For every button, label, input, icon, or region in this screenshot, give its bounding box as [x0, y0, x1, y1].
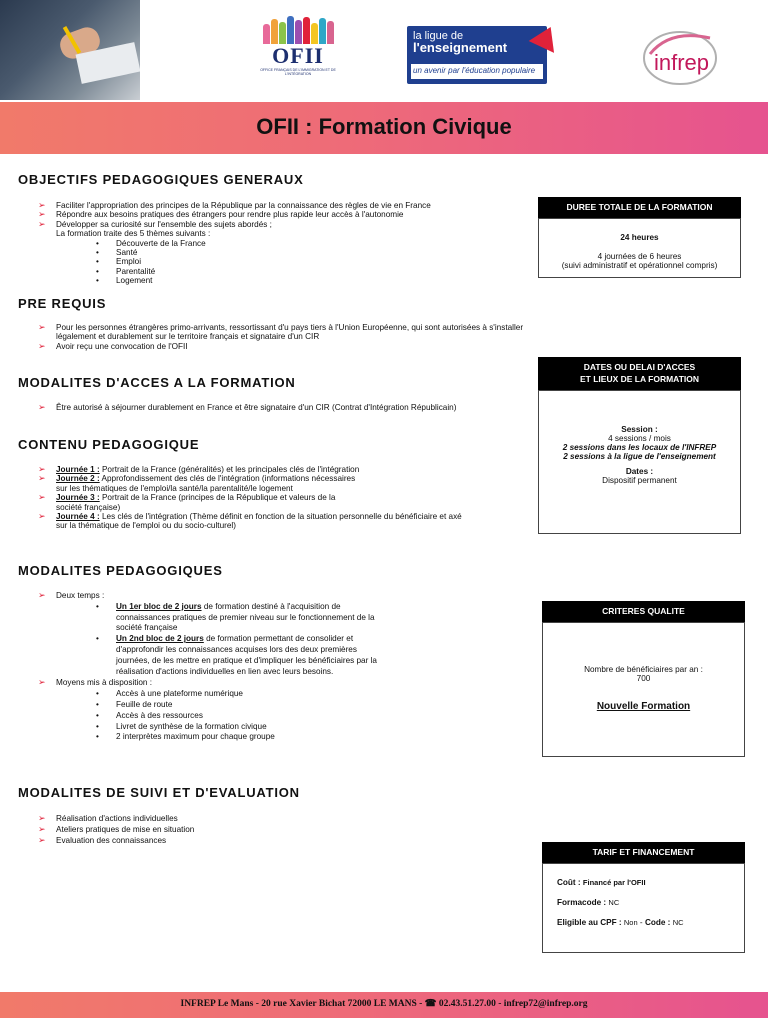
arrow-icon: ➢	[38, 511, 46, 522]
dates-header-line2: ET LIEUX DE LA FORMATION	[580, 374, 699, 384]
objectifs-list	[38, 201, 538, 286]
cpf-row: Eligible au CPF : Non - Code : NC	[557, 918, 684, 927]
suivi-heading: MODALITES DE SUIVI ET D'EVALUATION	[18, 785, 300, 800]
objectif-item: ➢ Développer sa curiosité sur l'ensemble des sujets abordés ;	[38, 218, 272, 229]
bloc-item-cont: connaissances pratiques de premier niveau sur le fonctionnement de la	[116, 612, 375, 622]
bullet-icon: •	[96, 266, 99, 276]
suivi-item: ➢ Ateliers pratiques de mise en situation	[38, 824, 195, 834]
bloc-item-cont: journées, de les mettre en pratique et d'impliquer les bénéficiaires par la	[116, 655, 377, 665]
pedago-item: ➢ Moyens mis à disposition :	[38, 677, 153, 688]
ligue-line1: la ligue de	[413, 30, 464, 42]
prerequis-item: ➢ Pour les personnes étrangères primo-arrivants, ressortissant d'u pays tiers à l'Union Européenne, qui sont autorisées à s'installer	[38, 322, 524, 332]
criteres-box	[542, 622, 745, 757]
page-title: OFII : Formation Civique	[256, 114, 512, 139]
moyen-item: • Feuille de route	[96, 699, 173, 709]
title-band	[0, 102, 768, 154]
journee-item: ➢ Journée 3 : Portrait de la France (principes de la République et valeurs de la	[38, 492, 336, 503]
dates-header	[538, 357, 741, 390]
prerequis-heading: PRE REQUIS	[18, 296, 107, 311]
contenu-heading: CONTENU PEDAGOGIQUE	[18, 437, 200, 452]
duree-header: DUREE TOTALE DE LA FORMATION	[538, 197, 741, 218]
ofii-logo-sub: OFFICE FRANÇAIS DE L'IMMIGRATION ET DE L'INTÉGRATION	[260, 68, 336, 76]
arrow-icon: ➢	[38, 402, 46, 412]
ligue-triangle-icon	[529, 21, 564, 53]
themes-intro: La formation traite des 5 thèmes suivants :	[56, 229, 211, 239]
bloc-item: • Un 2nd bloc de 2 jours de formation permettant de consolider et	[96, 634, 354, 644]
suivi-item: ➢ Réalisation d'actions individuelles	[38, 813, 178, 823]
ligue-line2: l'enseignement	[413, 40, 508, 55]
duree-line1: 4 journées de 6 heures	[597, 252, 682, 261]
journee-item-cont: sur la thématique de l'emploi ou du socio-culturel)	[56, 521, 236, 531]
session-infrep: 2 sessions dans les locaux de l'INFREP	[562, 443, 717, 452]
journee-item-cont: sur les thématiques de l'emploi/la santé/la parentalité/le logement	[56, 483, 293, 493]
theme-item: • Découverte de la France	[96, 238, 206, 248]
duree-box	[538, 218, 741, 278]
moyen-item: • Livret de synthèse de la formation civique	[96, 721, 267, 731]
objectif-item: ➢ Répondre aux besoins pratiques des étrangers pour rendre plus rapide leur accès à l'autonomie	[38, 209, 404, 220]
bullet-icon: •	[96, 238, 99, 248]
arrow-icon: ➢	[38, 340, 46, 351]
ligue-logo	[407, 26, 547, 84]
header-photo	[0, 0, 140, 100]
contenu-list	[38, 465, 538, 531]
nouvelle-formation: Nouvelle Formation	[596, 701, 691, 712]
objectif-item: ➢ Faciliter l'appropriation des principes de la République par la connaissance des règles de vie en France	[38, 200, 431, 210]
bloc-item-cont: réalisation d'actions individuelles en lien avec leurs besoins.	[116, 666, 334, 676]
journee-item: ➢ Journée 1 : Portrait de la France (généralités) et les principales clés de l'intégration	[38, 464, 360, 474]
footer-band	[0, 992, 768, 1018]
arrow-icon: ➢	[38, 218, 46, 229]
journee-item-cont: société française)	[56, 502, 121, 512]
acces-heading: MODALITES D'ACCES A LA FORMATION	[18, 375, 296, 390]
journee-item: ➢ Journée 4 : Les clés de l'intégration (Thème définit en fonction de la situation personnelle du bénéficiaire et axé	[38, 511, 462, 522]
dates-box	[538, 390, 741, 534]
arrow-icon: ➢	[38, 473, 46, 484]
bullet-icon: •	[96, 257, 99, 267]
objectifs-heading: OBJECTIFS PEDAGOGIQUES GENERAUX	[18, 172, 304, 187]
bloc-item-cont: d'approfondir les connaissances acquises lors des deux premières	[116, 644, 357, 654]
ligue-tagline: un avenir par l'éducation populaire	[413, 66, 536, 75]
theme-item: • Emploi	[96, 257, 142, 267]
criteres-header: CRITERES QUALITE	[542, 601, 745, 622]
prerequis-list	[38, 323, 538, 351]
infrep-logo	[640, 24, 732, 88]
bullet-icon: •	[96, 732, 99, 742]
bloc-item-cont: société française	[116, 623, 178, 633]
bullet-icon: •	[96, 689, 99, 699]
session-freq: 4 sessions / mois	[608, 434, 671, 443]
bullet-icon: •	[96, 248, 99, 258]
bullet-icon: •	[96, 721, 99, 731]
bullet-icon: •	[96, 601, 99, 611]
infrep-logo-word: infrep	[654, 50, 710, 75]
prerequis-item-cont: légalement et durablement sur le territoire français et signataire d'un CIR	[56, 332, 320, 342]
prerequis-item: ➢ Avoir reçu une convocation de l'OFII	[38, 340, 188, 351]
arrow-icon: ➢	[38, 492, 46, 503]
theme-item: • Logement	[96, 276, 153, 286]
arrow-icon: ➢	[38, 813, 46, 823]
theme-item: • Santé	[96, 248, 138, 258]
bullet-icon: •	[96, 699, 99, 709]
moyen-item: • Accès à des ressources	[96, 710, 203, 720]
benef-line1: Nombre de bénéficiaires par an :	[584, 665, 703, 674]
acces-item: ➢ Être autorisé à séjourner durablement en France et être signataire d'un CIR (Contrat d'Intégration Républicain)	[38, 402, 457, 412]
pedago-heading: MODALITES PEDAGOGIQUES	[18, 563, 223, 578]
tarif-box	[542, 863, 745, 953]
cout-row: Coût : Financé par l'OFII	[557, 878, 646, 887]
bloc-item: • Un 1er bloc de 2 jours de formation destiné à l'acquisition de	[96, 601, 341, 611]
journee-item: ➢ Journée 2 : Approfondissement des clés de l'intégration (informations nécessaires	[38, 473, 356, 484]
dates-header-line1: DATES OU DELAI D'ACCES	[583, 362, 696, 372]
arrow-icon: ➢	[38, 200, 46, 210]
arrow-icon: ➢	[38, 209, 46, 220]
suivi-item: ➢ Evaluation des connaissances	[38, 835, 167, 845]
moyen-item: • Accès à une plateforme numérique	[96, 689, 243, 699]
dates-value: Dispositif permanent	[602, 476, 677, 485]
duree-hours: 24 heures	[620, 233, 659, 242]
arrow-icon: ➢	[38, 677, 46, 688]
acces-list	[38, 403, 538, 412]
pedago-list	[38, 590, 538, 743]
ofii-people-icon	[258, 14, 338, 44]
ofii-logo-word: OFII	[272, 43, 324, 68]
arrow-icon: ➢	[38, 835, 46, 845]
benef-value: 700	[636, 674, 651, 683]
dates-label: Dates :	[625, 467, 654, 476]
arrow-icon: ➢	[38, 824, 46, 834]
tarif-header: TARIF ET FINANCEMENT	[542, 842, 745, 863]
bullet-icon: •	[96, 634, 99, 644]
duree-line2: (suivi administratif et opérationnel compris)	[561, 261, 718, 270]
footer-contact: INFREP Le Mans - 20 rue Xavier Bichat 72000 LE MANS - ☎ 02.43.51.27.00 - infrep72@infrep.org	[180, 999, 588, 1009]
session-ligue: 2 sessions à la ligue de l'enseignement	[563, 452, 716, 461]
arrow-icon: ➢	[38, 322, 46, 332]
bullet-icon: •	[96, 710, 99, 720]
formacode-row: Formacode : NC	[557, 898, 620, 907]
arrow-icon: ➢	[38, 590, 46, 600]
theme-item: • Parentalité	[96, 266, 156, 276]
moyen-item: • 2 interprètes maximum pour chaque groupe	[96, 732, 275, 742]
ofii-logo	[258, 14, 338, 90]
suivi-list	[38, 813, 538, 846]
arrow-icon: ➢	[38, 464, 46, 474]
pedago-item: ➢ Deux temps :	[38, 590, 105, 600]
session-label: Session :	[621, 425, 658, 434]
bullet-icon: •	[96, 276, 99, 286]
